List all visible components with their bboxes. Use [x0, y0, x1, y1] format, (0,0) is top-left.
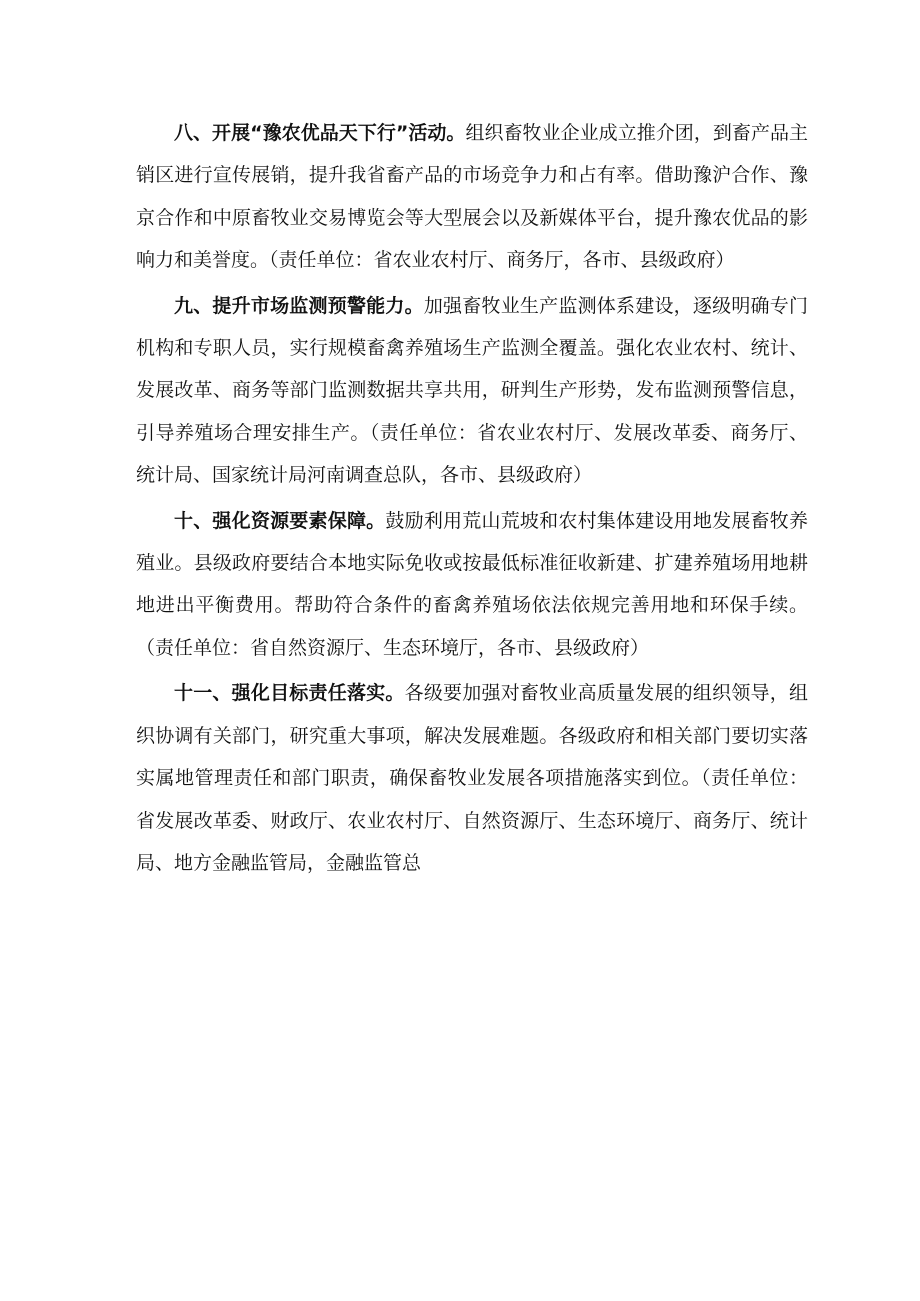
paragraph-body: 鼓励利用荒山荒坡和农村集体建设用地发展畜牧养殖业。县级政府要结合本地实际免收或按最低标准征收新建、扩建养殖场用地耕地进出平衡费用。帮助符合条件的畜禽养殖场依法依规完善用地和环保手续。（责任单位：省自然资源厅、生态环境厅，各市、县级政府） [136, 509, 808, 659]
paragraph-body: 加强畜牧业生产监测体系建设，逐级明确专门机构和专职人员，实行规模畜禽养殖场生产监测全覆盖。强化农业农村、统计、发展改革、商务等部门监测数据共享共用，研判生产形势，发布监测预警信息，引导养殖场合理安排生产。（责任单位：省农业农村厅、发展改革委、商务厅、统计局、国家统计局河南调查总队，各市、县级政府） [136, 294, 808, 487]
paragraph-eight [136, 112, 808, 282]
document-page [136, 112, 808, 887]
paragraph-heading: 八、开展“豫农优品天下行”活动。 [174, 122, 466, 144]
paragraph-heading: 九、提升市场监测预警能力。 [174, 294, 424, 317]
paragraph-body: 各级要加强对畜牧业高质量发展的组织领导，组织协调有关部门，研究重大事项，解决发展难题。各级政府和相关部门要切实落实属地管理责任和部门职责，确保畜牧业发展各项措施落实到位。（责任单位：省发展改革委、财政厅、农业农村厅、自然资源厅、生态环境厅、商务厅、统计局、地方金融监管局，金融监管总 [136, 682, 808, 874]
paragraph-heading: 十、强化资源要素保障。 [174, 509, 386, 532]
paragraph-heading: 十一、强化目标责任落实。 [174, 682, 405, 705]
paragraph-eleven [136, 672, 808, 884]
paragraph-nine [136, 285, 808, 497]
paragraph-body: 组织畜牧业企业成立推介团，到畜产品主销区进行宣传展销，提升我省畜产品的市场竞争力和占有率。借助豫沪合作、豫京合作和中原畜牧业交易博览会等大型展会以及新媒体平台，提升豫农优品的影响力和美誉度。（责任单位：省农业农村厅、商务厅，各市、县级政府） [136, 122, 808, 272]
paragraph-ten [136, 500, 808, 670]
